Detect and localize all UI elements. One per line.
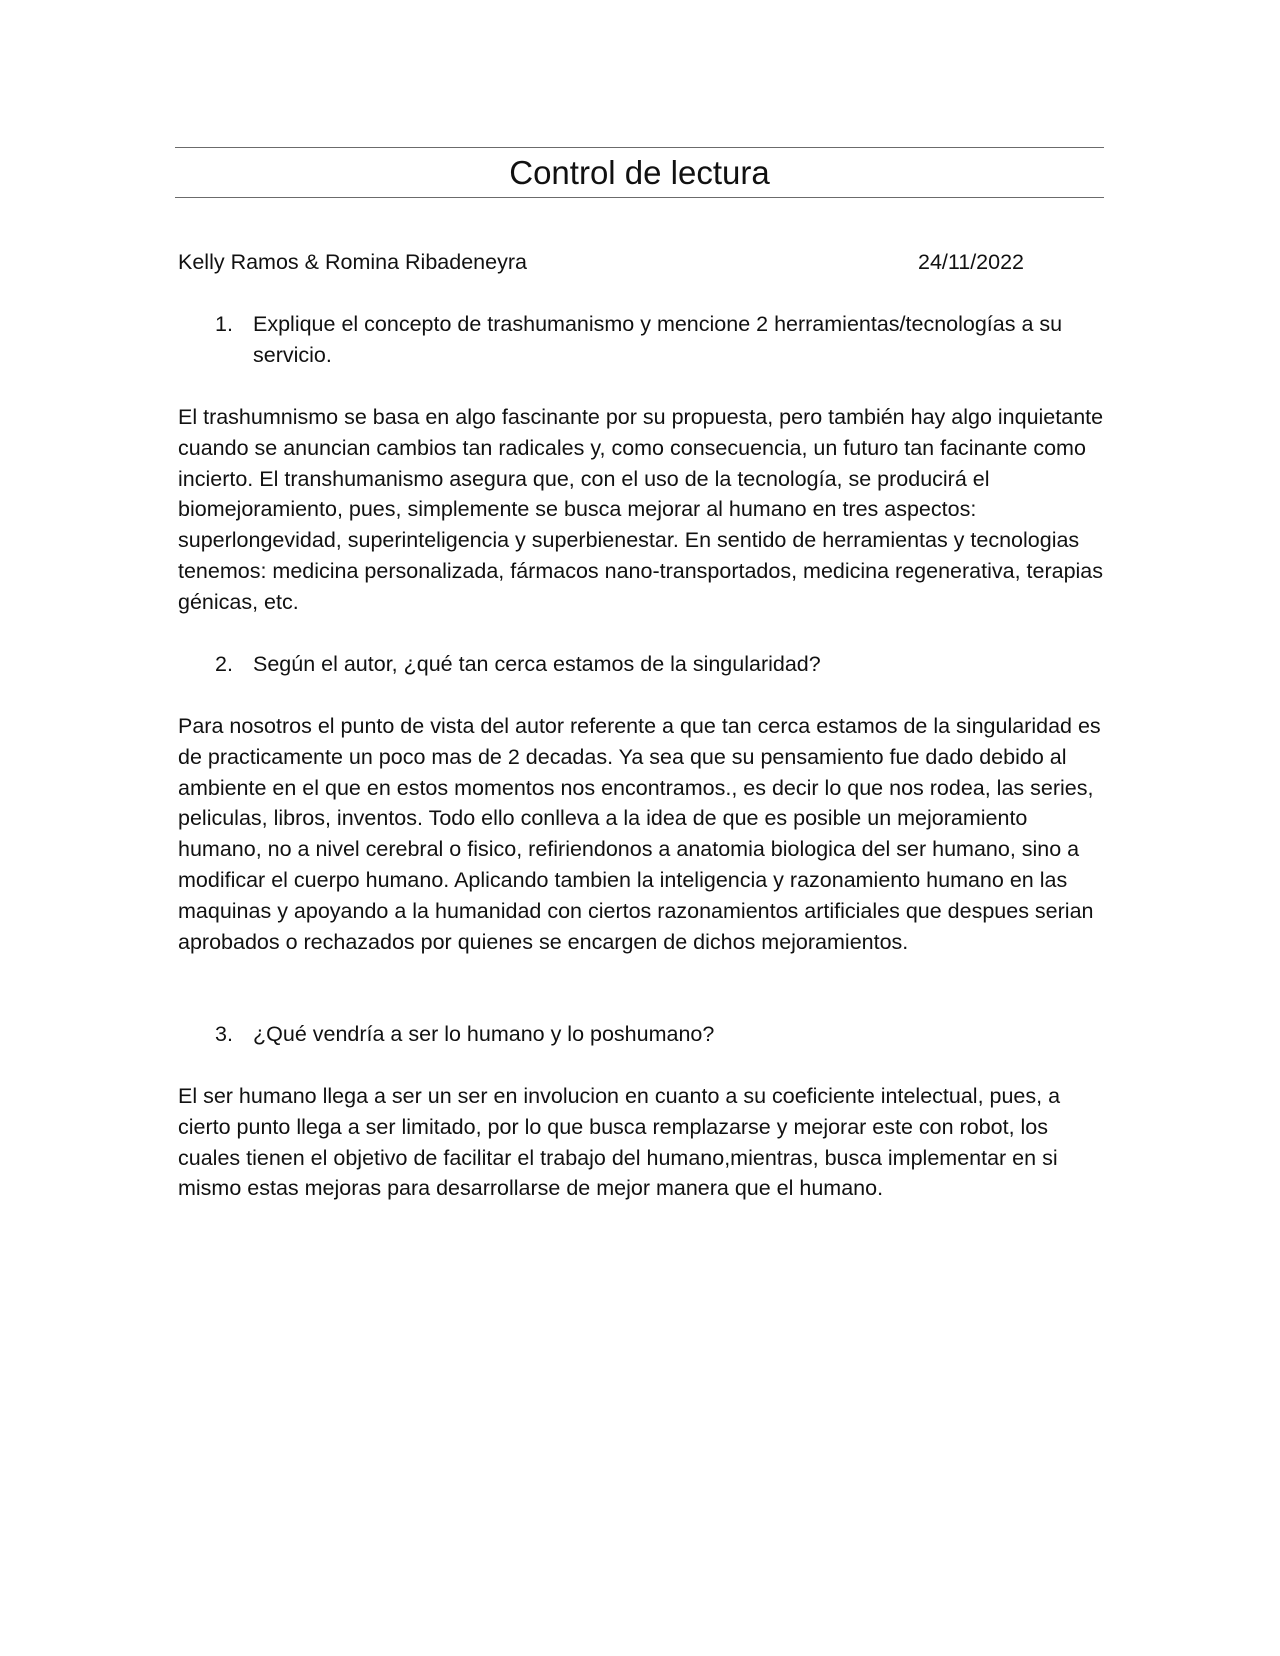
answer-2: Para nosotros el punto de vista del autor referente a que tan cerca estamos de la singularidad es de practicamente un poco mas de 2 decadas. Ya sea que su pensamiento fue dado debido al ambiente en el que en estos momentos nos encontramos., es decir lo que nos rodea, las series, peliculas, libros, inventos. Todo ello conlleva a la idea de que es posible un mejoramiento humano, no a nivel cerebral o fisico, refiriendonos a anatomia biologica del ser humano, sino a modificar el cuerpo humano. Aplicando tambien la inteligencia y razonamiento humano en las maquinas y apoyando a la humanidad con ciertos razonamientos artificiales que despues serian aprobados o rechazados por quienes se encargen de dichos mejoramientos. xyxy=(178,714,1101,954)
question-text: ¿Qué vendría a ser lo humano y lo poshumano? xyxy=(253,1022,715,1046)
authors: Kelly Ramos & Romina Ribadeneyra xyxy=(178,250,527,274)
question-2 xyxy=(178,649,1108,680)
document-title: Control de lectura xyxy=(509,154,770,191)
date: 24/11/2022 xyxy=(918,250,1025,274)
question-text: Según el autor, ¿qué tan cerca estamos de la singularidad? xyxy=(253,652,821,676)
question-1 xyxy=(178,309,1108,371)
answer-3: El ser humano llega a ser un ser en involucion en cuanto a su coeficiente intelectual, pues, a cierto punto llega a ser limitado, por lo que busca remplazarse y mejorar este con robot, los cuales tienen el objetivo de facilitar el trabajo del humano,mientras, busca implementar en si mismo estas mejoras para desarrollarse de mejor manera que el humano. xyxy=(178,1084,1061,1201)
question-number: 2. xyxy=(215,652,233,676)
question-number: 3. xyxy=(215,1022,233,1046)
question-3 xyxy=(178,1019,1108,1050)
title-block xyxy=(175,147,1104,198)
question-text: Explique el concepto de trashumanismo y mencione 2 herramientas/tecnologías a su servicio. xyxy=(253,312,1063,367)
question-number: 1. xyxy=(215,312,233,336)
answer-1: El trashumnismo se basa en algo fascinante por su propuesta, pero también hay algo inquietante cuando se anuncian cambios tan radicales y, como consecuencia, un futuro tan facinante como incierto. El transhumanismo asegura que, con el uso de la tecnología, se producirá el biomejoramiento, pues, simplemente se busca mejorar al humano en tres aspectos: superlongevidad, superinteligencia y superbienestar. En sentido de herramientas y tecnologias tenemos: medicina personalizada, fármacos nano-transportados, medicina regenerativa, terapias génicas, etc. xyxy=(178,405,1104,614)
